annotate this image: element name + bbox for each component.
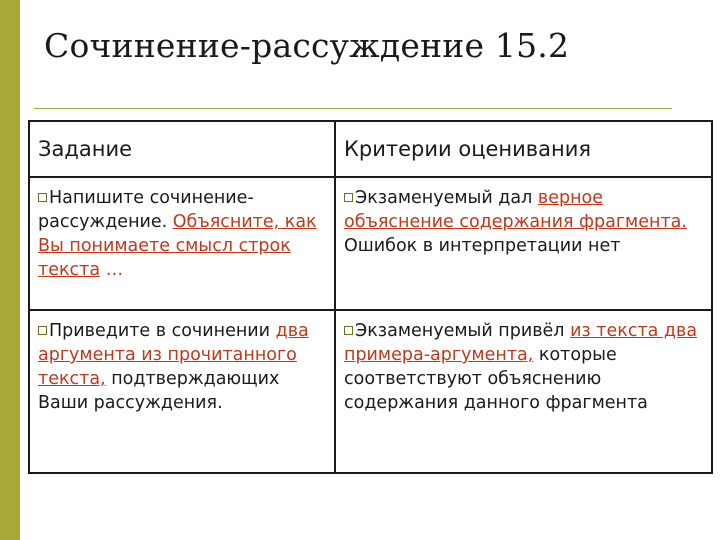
criteria-cell [335, 310, 712, 473]
criteria-table [28, 120, 713, 474]
task-cell [29, 177, 335, 310]
square-bullet-icon [344, 193, 353, 202]
title-underline [34, 108, 672, 109]
square-bullet-icon [344, 326, 353, 335]
criteria-text-post: которые соответствуют объяснению содержания данного фрагмента [344, 345, 648, 413]
task-text [30, 311, 334, 415]
task-text-pre: Напишите сочинение-рассуждение. [38, 188, 254, 232]
header-cell-task [29, 121, 335, 177]
criteria-text [336, 311, 711, 415]
task-text-post: подтверждающих Ваши рассуждения. [38, 369, 280, 413]
square-bullet-icon [38, 193, 47, 202]
accent-sidebar [0, 0, 20, 540]
table-header-row [29, 121, 712, 177]
criteria-link[interactable]: из текста два примера-аргумента, [344, 321, 698, 365]
criteria-text-pre: Экзаменуемый дал [355, 188, 538, 208]
criteria-text-pre: Экзаменуемый привёл [355, 321, 571, 341]
task-link[interactable]: два аргумента из прочитанного текста, [38, 321, 309, 389]
table-row [29, 177, 712, 310]
page-title: Сочинение-рассуждение 15.2 [44, 26, 570, 65]
criteria-text [336, 178, 711, 258]
task-cell [29, 310, 335, 473]
task-text-pre: Приведите в сочинении [49, 321, 276, 341]
task-text [30, 178, 334, 282]
square-bullet-icon [38, 326, 47, 335]
criteria-text-post: Ошибок в интерпретации нет [344, 236, 621, 256]
task-link[interactable]: Объясните, как Вы понимаете смысл строк текста [38, 212, 317, 280]
table-row [29, 310, 712, 473]
header-cell-criteria [335, 121, 712, 177]
criteria-link[interactable]: верное объяснение содержания фрагмента. [344, 188, 687, 232]
task-text-post: … [100, 260, 124, 280]
criteria-cell [335, 177, 712, 310]
header-task-label: Задание [38, 137, 133, 161]
header-criteria-label: Критерии оценивания [344, 137, 592, 161]
